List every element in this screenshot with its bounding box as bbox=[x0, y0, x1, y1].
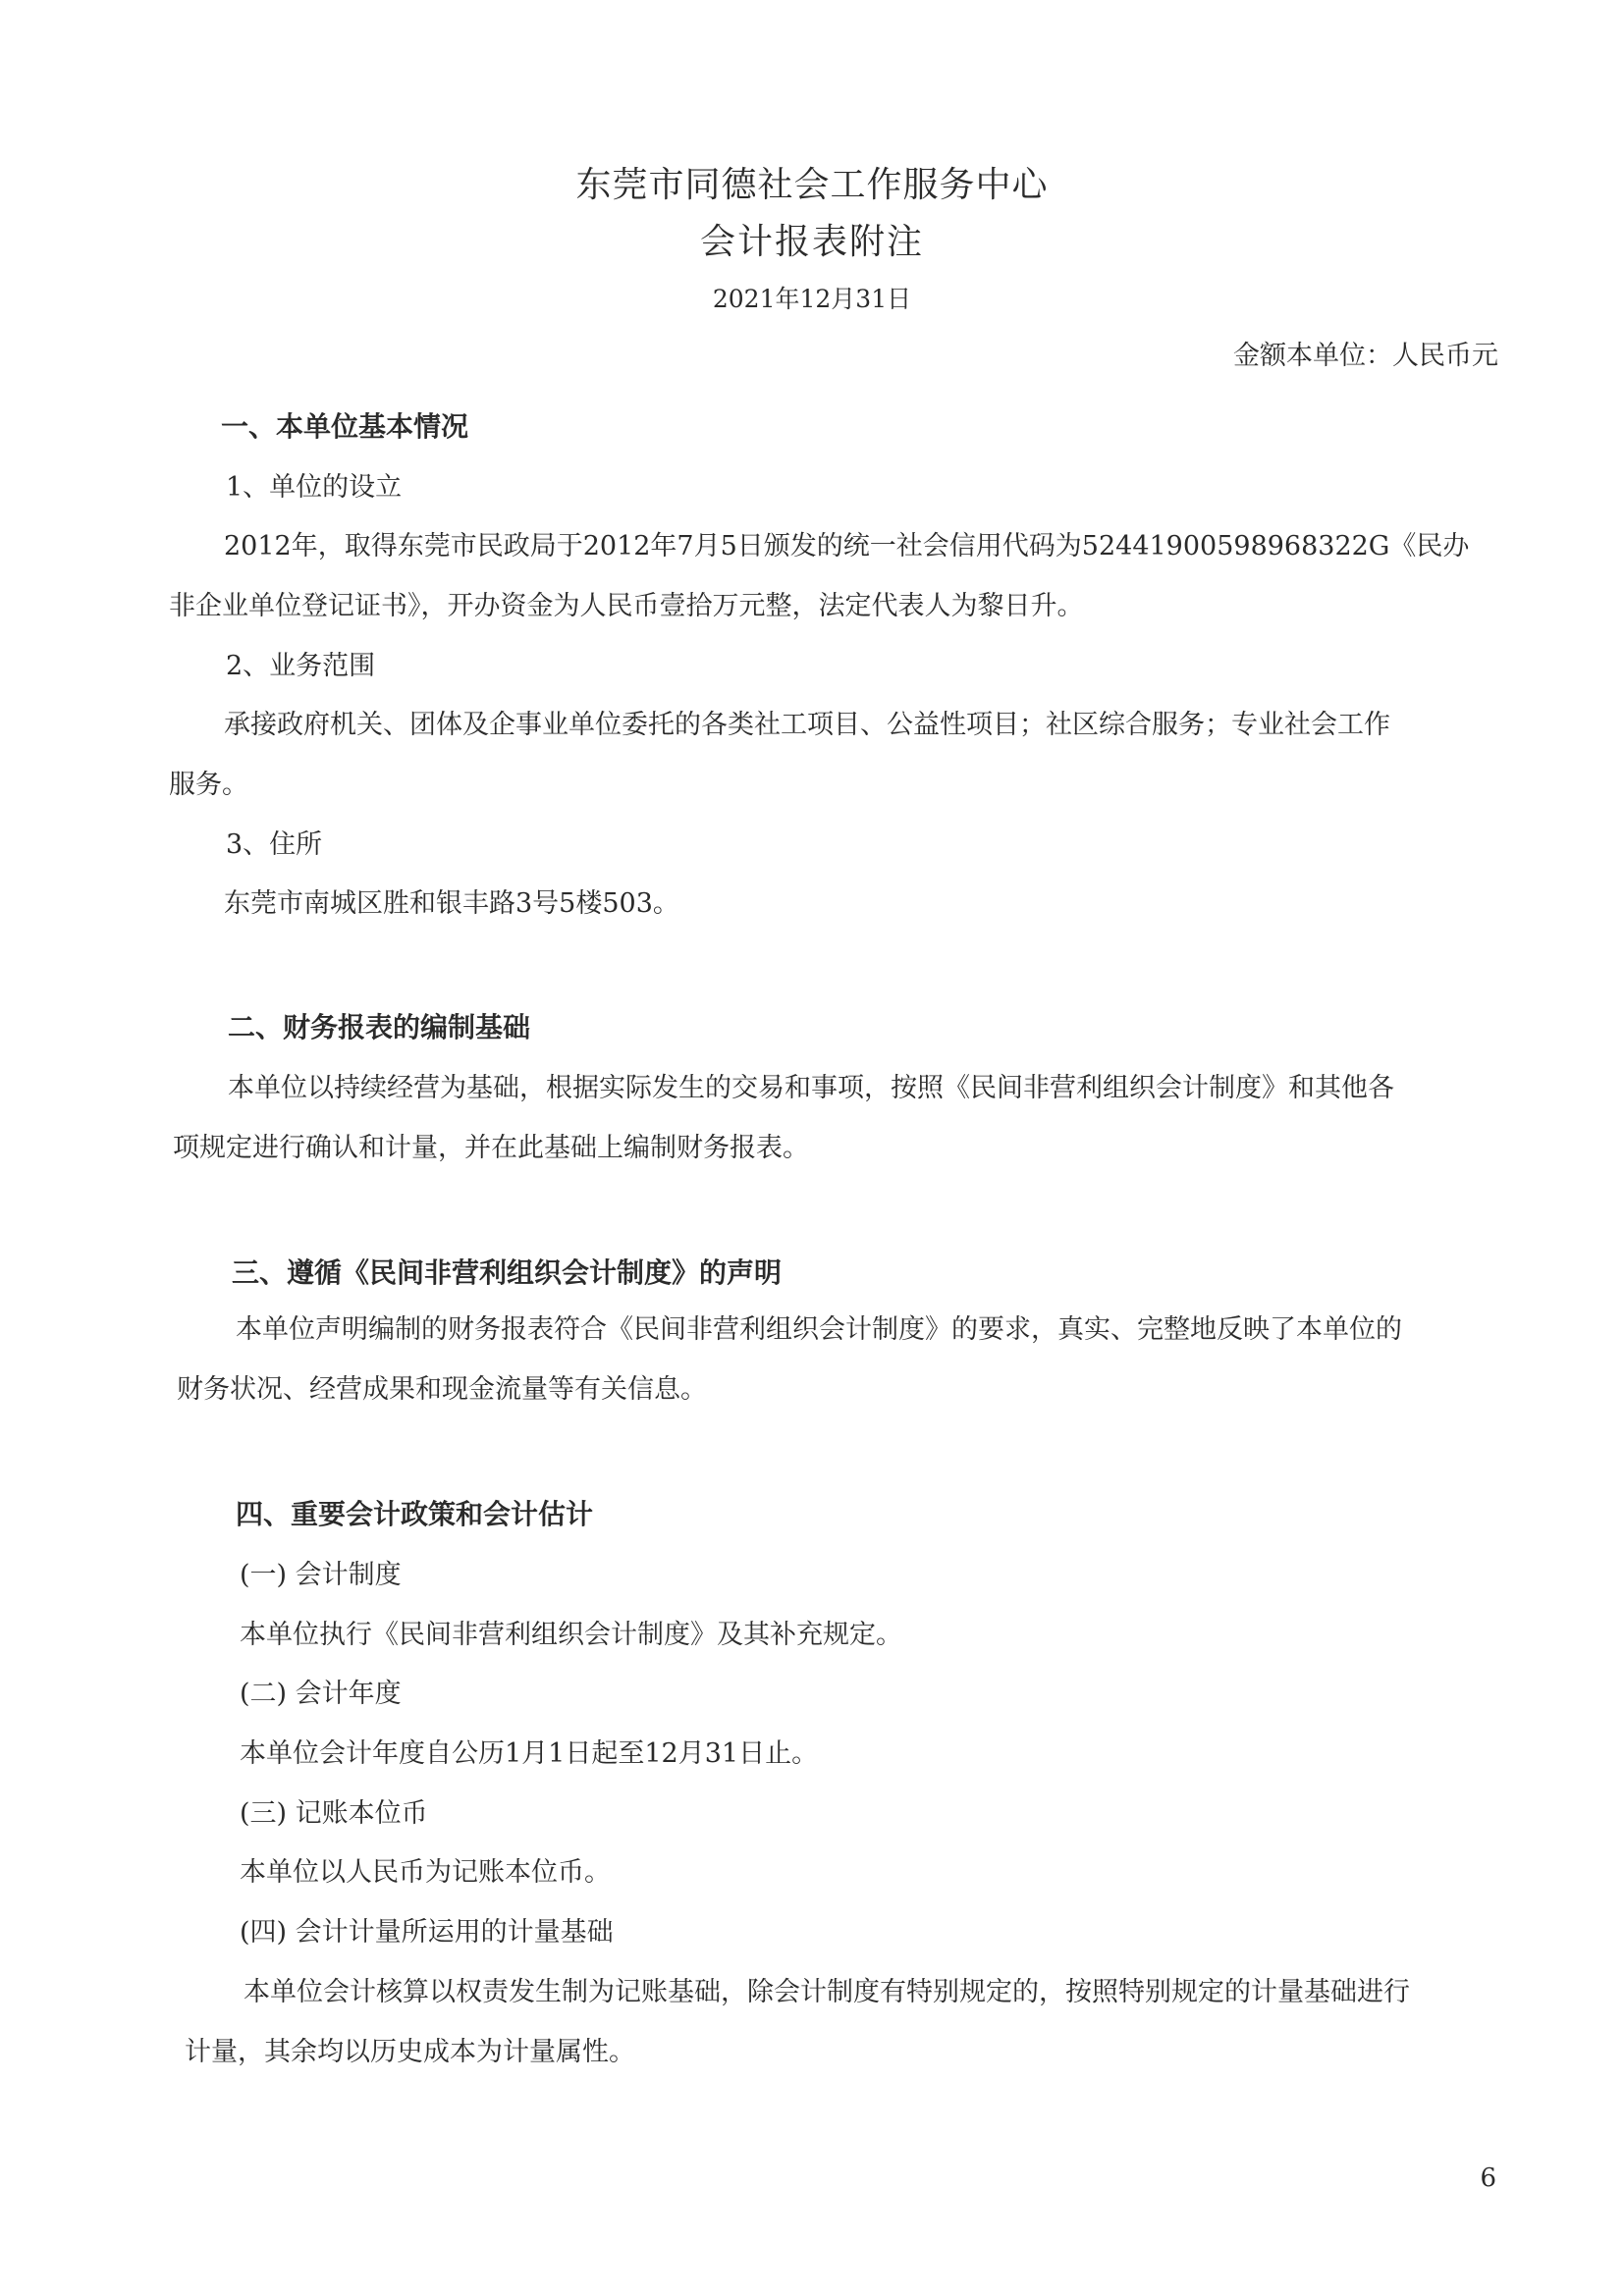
paragraph-line: 本单位执行《民间非营利组织会计制度》及其补充规定。 bbox=[240, 1620, 902, 1650]
document-title: 东莞市同德社会工作服务中心 bbox=[575, 165, 1049, 205]
subsection-title: 3、住所 bbox=[226, 829, 323, 860]
paragraph-line: 东莞市南城区胜和银丰路3号5楼503。 bbox=[224, 888, 679, 919]
paragraph-line: 本单位会计核算以权责发生制为记账基础，除会计制度有特别规定的，按照特别规定的计量基础进行 bbox=[244, 1977, 1410, 2007]
subsection-title: (三) 记账本位币 bbox=[240, 1798, 428, 1829]
subsection-title: (一) 会计制度 bbox=[240, 1560, 402, 1590]
report-date: 2021年12月31日 bbox=[712, 285, 912, 313]
document-subtitle: 会计报表附注 bbox=[699, 222, 924, 262]
section-heading-3: 三、遵循《民间非营利组织会计制度》的声明 bbox=[232, 1256, 783, 1289]
paragraph-line: 本单位声明编制的财务报表符合《民间非营利组织会计制度》的要求，真实、完整地反映了本单位的 bbox=[236, 1314, 1402, 1345]
subsection-title: (二) 会计年度 bbox=[240, 1679, 402, 1709]
section-heading-4: 四、重要会计政策和会计估计 bbox=[236, 1498, 594, 1530]
paragraph-line: 本单位以持续经营为基础，根据实际发生的交易和事项，按照《民间非营利组织会计制度》和其他各 bbox=[228, 1073, 1394, 1103]
section-heading-1: 一、本单位基本情况 bbox=[221, 410, 469, 443]
paragraph-line: 2012年，取得东莞市民政局于2012年7月5日颁发的统一社会信用代码为52441900598968322G《民办 bbox=[224, 531, 1470, 561]
section-heading-2: 二、财务报表的编制基础 bbox=[228, 1011, 531, 1043]
paragraph-line: 财务状况、经营成果和现金流量等有关信息。 bbox=[177, 1374, 707, 1405]
currency-unit: 金额本单位：人民币元 bbox=[1233, 341, 1498, 371]
paragraph-line: 服务。 bbox=[169, 770, 248, 800]
subsection-title: 2、业务范围 bbox=[226, 651, 376, 681]
paragraph-line: 本单位会计年度自公历1月1日起至12月31日止。 bbox=[240, 1738, 819, 1769]
page-number: 6 bbox=[1480, 2163, 1496, 2193]
subsection-title: 1、单位的设立 bbox=[226, 472, 403, 503]
subsection-title: (四) 会计计量所运用的计量基础 bbox=[240, 1917, 614, 1948]
paragraph-line: 承接政府机关、团体及企事业单位委托的各类社工项目、公益性项目；社区综合服务；专业社会工作 bbox=[224, 710, 1390, 740]
paragraph-line: 项规定进行确认和计量，并在此基础上编制财务报表。 bbox=[173, 1133, 809, 1163]
paragraph-line: 非企业单位登记证书》，开办资金为人民币壹拾万元整，法定代表人为黎日升。 bbox=[169, 591, 1084, 621]
paragraph-line: 计量，其余均以历史成本为计量属性。 bbox=[185, 2037, 635, 2067]
paragraph-line: 本单位以人民币为记账本位币。 bbox=[240, 1857, 611, 1888]
